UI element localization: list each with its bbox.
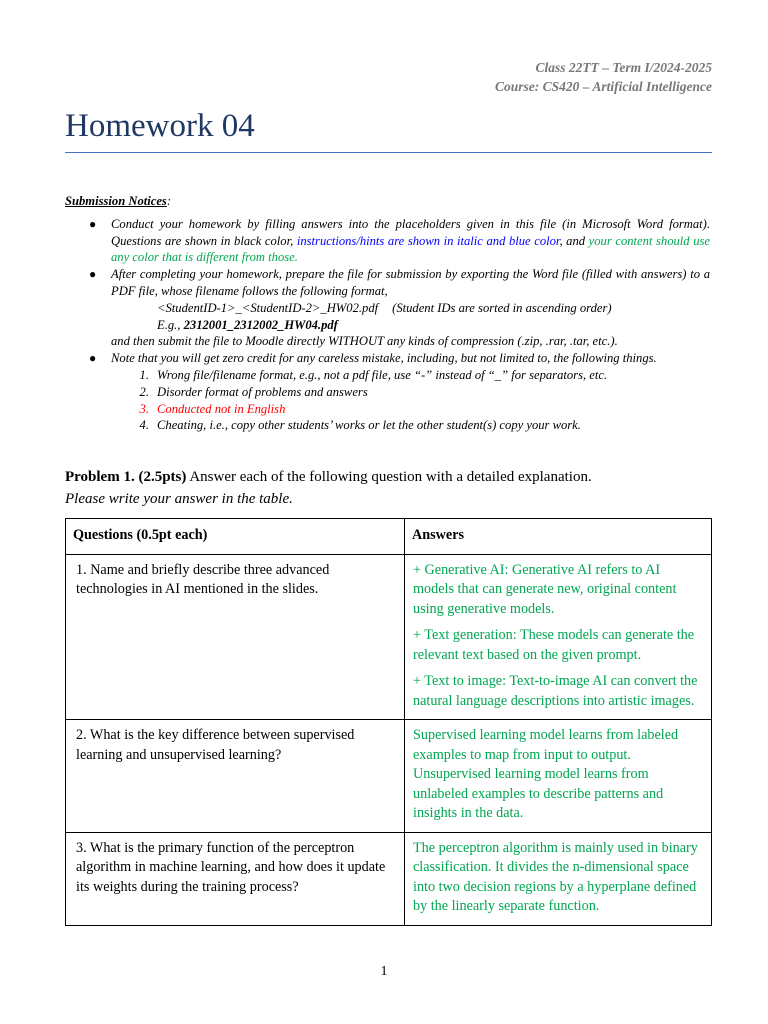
course-header (495, 58, 712, 96)
answer-paragraph: + Text to image: Text-to-image AI can convert the natural language descriptions into artistic images. (413, 673, 698, 709)
mistake-item: 4. Cheating, i.e., copy other students’ works or let the other student(s) copy your work. (139, 418, 581, 433)
notices-heading-text: Submission Notices (65, 194, 167, 208)
filename-example: E.g., 2312001_2312002_HW04.pdf (157, 317, 338, 332)
answer-paragraph: Supervised learning model learns from labeled examples to map from input to output. Unsupervised learning model learns from unlabeled examples to describe patterns and insights in the data. (413, 727, 679, 821)
questions-header: Questions (0.5pt each) (66, 519, 405, 555)
page-number: 1 (380, 964, 388, 979)
notices-list (65, 216, 712, 434)
content-green-text: your content should use any color that is different from those. (111, 233, 710, 265)
question-cell: 2. What is the key difference between supervised learning and unsupervised learning? (66, 720, 405, 833)
notices-heading-colon: : (166, 194, 172, 208)
document-title: Homework 04 (65, 108, 255, 144)
bullet-icon: ● (89, 267, 97, 282)
answer-paragraph: + Generative AI: Generative AI refers to AI models that can generate new, original content using generative models. (413, 561, 677, 617)
table-row (66, 832, 712, 925)
answer-paragraph: The perceptron algorithm is mainly used in binary classification. It divides the n-dimensional space into two decision regions by a hyperplane defined by the linearly separate function. (413, 839, 698, 914)
table-header-row (66, 519, 712, 555)
answer-paragraph: + Text generation: These models can generate the relevant text based on the given prompt. (413, 627, 695, 663)
mistakes-list (111, 367, 710, 434)
mistake-item: 2. Disorder format of problems and answers (139, 384, 368, 399)
answer-cell (405, 832, 712, 925)
notices-heading (65, 193, 712, 210)
notice-item-pdf-export: ● After completing your homework, prepare the file for submission by exporting the Word file (filled with answers) to a PDF file, whose filename follows the following format, <StudentID-1>_<StudentID-2>_HW02.pdf (Student IDs are sorted in ascending order) E.g., 2312001_2312002_HW04.pdf (89, 267, 710, 332)
table-row (66, 720, 712, 833)
submission-notices (65, 193, 712, 434)
bullet-icon: ● (89, 351, 97, 366)
problem-label: Problem 1. (2.5pts) (65, 469, 187, 485)
problem-text: Answer each of the following question with a detailed explanation. (186, 469, 592, 485)
table-row (66, 554, 712, 720)
notice-item-submit-moodle: and then submit the file to Moodle directly WITHOUT any kinds of compression (.zip, .rar, .tar, etc.). (111, 334, 618, 349)
answer-cell (405, 554, 712, 720)
mistake-item: 1. Wrong file/filename format, e.g., not a pdf file, use “-” instead of “_” for separators, etc. (139, 367, 608, 382)
question-cell: 3. What is the primary function of the perceptron algorithm in machine learning, and how does it update its weights during the training process? (66, 832, 405, 925)
course-line: Course: CS420 – Artificial Intelligence (494, 79, 712, 94)
class-term-line: Class 22TT – Term I/2024-2025 (535, 60, 712, 75)
notice-item-word-format: ● Conduct your homework by filling answers into the placeholders given in this file (in Microsoft Word format). Questions are shown in black color, instructions/hints are shown in italic and blue color, and your content should use any color that is different from those. (89, 216, 710, 265)
question-cell: 1. Name and briefly describe three advanced technologies in AI mentioned in the slides. (66, 554, 405, 720)
hint-blue-text: instructions/hints are shown in italic and blue color (296, 233, 560, 248)
qa-table (65, 518, 712, 926)
mistake-item: 3. Conducted not in English (139, 401, 286, 416)
notice-item-zero-credit: ● Note that you will get zero credit for any careless mistake, including, but not limited to, the following things. 1. Wrong file/filename format, e.g., not a pdf file, use “-” instead of “_” for separators, etc. 2. Disorder format of problems and answers 3. Conducted not in English 4. Cheating, i.e., copy other students’ works or let the other student(s) copy your work. (65, 350, 712, 434)
problem-statement (65, 466, 712, 488)
problem-instruction: Please write your answer in the table. (65, 491, 293, 507)
answers-header: Answers (405, 519, 712, 555)
bullet-icon: ● (89, 216, 97, 231)
title-underline (65, 152, 712, 153)
filename-format: <StudentID-1>_<StudentID-2>_HW02.pdf (Student IDs are sorted in ascending order) (157, 300, 612, 315)
answer-cell (405, 720, 712, 833)
